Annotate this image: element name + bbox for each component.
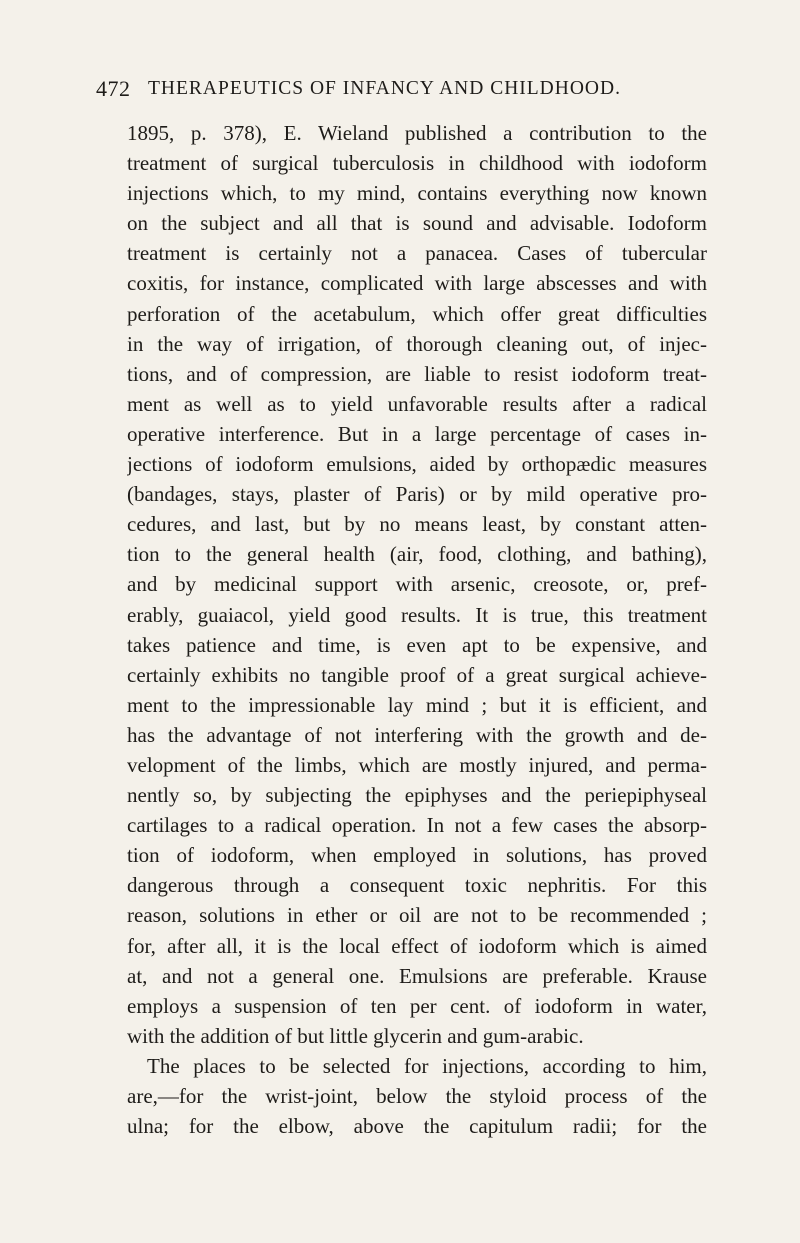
running-title: THERAPEUTICS OF INFANCY AND CHILDHOOD.: [148, 78, 621, 99]
text-line: reason, solutions in ether or oil are not to be recommended ;: [127, 903, 707, 928]
text-line: ment as well as to yield unfavorable results after a radical: [127, 391, 707, 416]
text-line: erably, guaiacol, yield good results. It is true, this treatment: [127, 602, 707, 627]
text-line: for, after all, it is the local effect of iodoform which is aimed: [127, 933, 707, 958]
text-line: The places to be selected for injections, according to him,: [147, 1053, 707, 1078]
text-line: operative interference. But in a large percentage of cases in-: [127, 421, 707, 446]
text-line: jections of iodoform emulsions, aided by orthopædic measures: [127, 452, 707, 477]
text-line: employs a suspension of ten per cent. of iodoform in water,: [127, 993, 707, 1018]
text-line: (bandages, stays, plaster of Paris) or by mild operative pro-: [127, 482, 707, 507]
text-line: velopment of the limbs, which are mostly injured, and perma-: [127, 752, 707, 777]
text-line: tion of iodoform, when employed in solutions, has proved: [127, 843, 707, 868]
text-line: treatment of surgical tuberculosis in childhood with iodoform: [127, 151, 707, 176]
text-line: 1895, p. 378), E. Wieland published a contribution to the: [127, 121, 707, 145]
text-line: has the advantage of not interfering with the growth and de-: [127, 722, 707, 747]
text-line: tions, and of compression, are liable to resist iodoform treat-: [127, 361, 707, 386]
text-line: ment to the impressionable lay mind ; but it is efficient, and: [127, 692, 707, 717]
text-line: injections which, to my mind, contains everything now known: [127, 181, 707, 206]
text-line: with the addition of but little glycerin and gum-arabic.: [127, 1023, 584, 1048]
text-line: takes patience and time, is even apt to be expensive, and: [127, 632, 707, 657]
text-line: certainly exhibits no tangible proof of a great surgical achieve-: [127, 662, 707, 687]
text-line: are,—for the wrist-joint, below the styloid process of the: [127, 1084, 707, 1108]
text-line: and by medicinal support with arsenic, creosote, or, pref-: [127, 572, 707, 597]
text-line: ulna; for the elbow, above the capitulum radii; for the: [127, 1114, 707, 1139]
text-line: coxitis, for instance, complicated with large abscesses and with: [127, 271, 707, 296]
text-line: cartilages to a radical operation. In not a few cases the absorp-: [127, 813, 707, 838]
text-line: cedures, and last, but by no means least, by constant atten-: [127, 512, 707, 537]
text-line: dangerous through a consequent toxic nephritis. For this: [127, 873, 707, 898]
text-line: tion to the general health (air, food, clothing, and bathing),: [127, 542, 707, 567]
text-line: at, and not a general one. Emulsions are preferable. Krause: [127, 963, 707, 988]
text-line: perforation of the acetabulum, which offer great difficulties: [127, 301, 707, 326]
text-line: on the subject and all that is sound and advisable. Iodoform: [127, 211, 707, 236]
running-head: [96, 76, 676, 106]
body-text: [127, 118, 707, 1141]
text-line: nently so, by subjecting the epiphyses and the periepiphyseal: [127, 783, 707, 808]
text-line: in the way of irrigation, of thorough cleaning out, of injec-: [127, 331, 707, 356]
text-line: treatment is certainly not a panacea. Cases of tubercular: [127, 241, 707, 266]
page-number: 472: [96, 76, 131, 101]
